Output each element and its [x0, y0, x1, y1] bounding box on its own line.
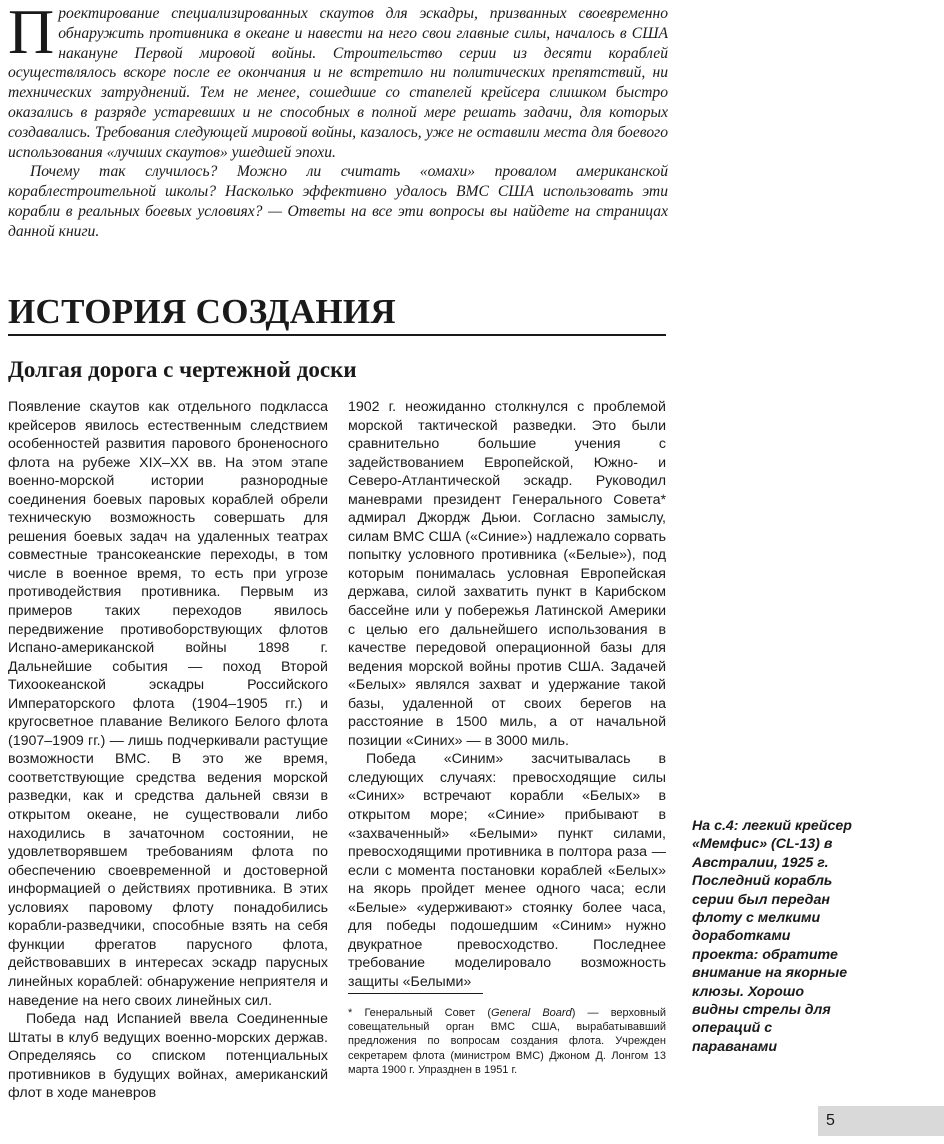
page-number-tab: [818, 1106, 944, 1136]
page-number: 5: [826, 1112, 835, 1129]
body-column-right: [348, 398, 666, 992]
footnote-prefix: * Генеральный Совет (: [348, 1007, 492, 1019]
intro-block: [8, 0, 668, 242]
left-paragraph-1: Появление скаутов как отдельного подкласса крейсеров явилось естественным следствием особенностей развития парового броненосного флота на рубеже XIX–XX вв. На этом этапе военно-морской истории разнородные соединения боевых паровых кораблей обрели техническую возможность совершать для решения боевых задач на удаленных театрах совместные трансокеанские переходы, в том числе в военное время, то есть при угрозе противодействия противника. Первым из примеров таких переходов явилось передвижение противоборствующих флотов Испано-американской войны 1898 г. Дальнейшие события — поход Второй Тихоокеанской эскадры Российского Императорского флота (1904–1905 гг.) и кругосветное плавание Великого Белого флота (1907–1909 гг.) — лишь подчеркивали растущие возможности ВМС. В это же время, соответствующие средства ведения морской разведки, как и средства дальней связи в открытом океане, не существовали либо находились в зачаточном состоянии, не удовлетворявшем требованиям флота по обеспечению своевременной и достоверной информацией о действиях противника. В этих условиях паровому флоту понадобились корабли-разведчики, способные взять на себя функции фрегатов парусного флота, действовавших в интересах эскадр парусных линейных кораблей: обнаружение неприятеля и наведение на него своих линейных сил.: [8, 399, 328, 1009]
footnote: [348, 1006, 666, 1077]
footnote-term: General Board: [491, 1007, 572, 1019]
drop-cap: П: [8, 0, 55, 67]
intro-paragraph-2: Почему так случилось? Можно ли считать «омахи» провалом американской кораблестроительной школы? Насколько эффективно удалось ВМС США использовать эти корабли в реальных боевых условиях? — Ответы на все эти вопросы вы найдете на страницах данной книги.: [8, 163, 668, 240]
right-paragraph-2: Победа «Синим» засчитывалась в следующих случаях: превосходящие силы «Синих» встречают корабли «Белых» в открытом море; «Синие» прибывают в «захваченный» «Белыми» пункт силами, превосходящими противника в полтора раза — если с момента постановки кораблей «Белых» на якорь пройдет менее одного часа; если «Белые» «удерживают» стоянку более часа, для победы подошедшим «Синим» нужно двукратное превосходство. Последнее требование моделировало возможность защиты «Белыми»: [348, 751, 666, 990]
section-divider: [8, 334, 666, 336]
intro-paragraph-1: [8, 0, 668, 162]
intro-paragraph-1-text: роектирование специализированных скаутов для эскадры, призванных своевременно обнаружить противника в океане и навести на него свои главные силы, началось в США накануне Первой мировой войны. Строительство серии из десяти кораблей осуществлялось вскоре после ее окончания и не встретило ни политических препятствий, ни технических затруднений. Тем не менее, сошедшие со стапелей крейсера слишком быстро оказались в разряде устаревших и не способных в полной мере решать задачи, для которых создавались. Требования следующей мировой войны, казалось, уже не оставили места для боевого использования «лучших скаутов» ушедшей эпохи.: [8, 5, 668, 161]
right-paragraph-1: 1902 г. неожиданно столкнулся с проблемой морской тактической разведки. Это были сравнительно большие учения с задействованием Европейской, Южно- и Северо-Атлантической эскадр. Руководил маневрами президент Генерального Совета* адмирал Джордж Дьюи. Согласно замыслу, силам ВМС США («Синие») надлежало сорвать попытку условного противника («Белые»), под которым понималась условная Европейская держава, силой захватить пункт в Карибском бассейне или у побережья Латинской Америки с целью его дальнейшего использования в качестве передовой операционной базы для ведения морской войны против США. Задачей «Белых» являлся захват и удержание такой базы, удаленной от своих берегов на расстояние в 1500 миль, а от начальной позиции «Синих» — в 3000 миль.: [348, 399, 666, 749]
footnote-divider: [348, 993, 483, 994]
photo-caption: На с.4: легкий крейсер «Мемфис» (CL-13) в Австралии, 1925 г. Последний корабль серии был передан флоту с мелкими доработками проекта: обратите внимание на якорные клюзы. Хорошо видны стрелы для операций с параванами: [692, 818, 852, 1055]
section-subtitle: Долгая дорога с чертежной доски: [8, 357, 357, 382]
footnote-suffix: ) — верховный совещательный орган ВМС США, вырабатывавший предложения по вопросам создания флота. Учрежден секретарем флота (министром ВМС) Джоном Д. Лонгом 13 марта 1900 г. Упразднен в 1951 г.: [348, 1007, 666, 1076]
section-title: ИСТОРИЯ СОЗДАНИЯ: [8, 292, 396, 331]
body-column-left: [8, 398, 328, 1103]
left-paragraph-2: Победа над Испанией ввела Соединенные Штаты в клуб ведущих военно-морских держав. Определяясь со списком потенциальных противников в будущих войнах, американский флот в ходе маневров: [8, 1011, 328, 1102]
